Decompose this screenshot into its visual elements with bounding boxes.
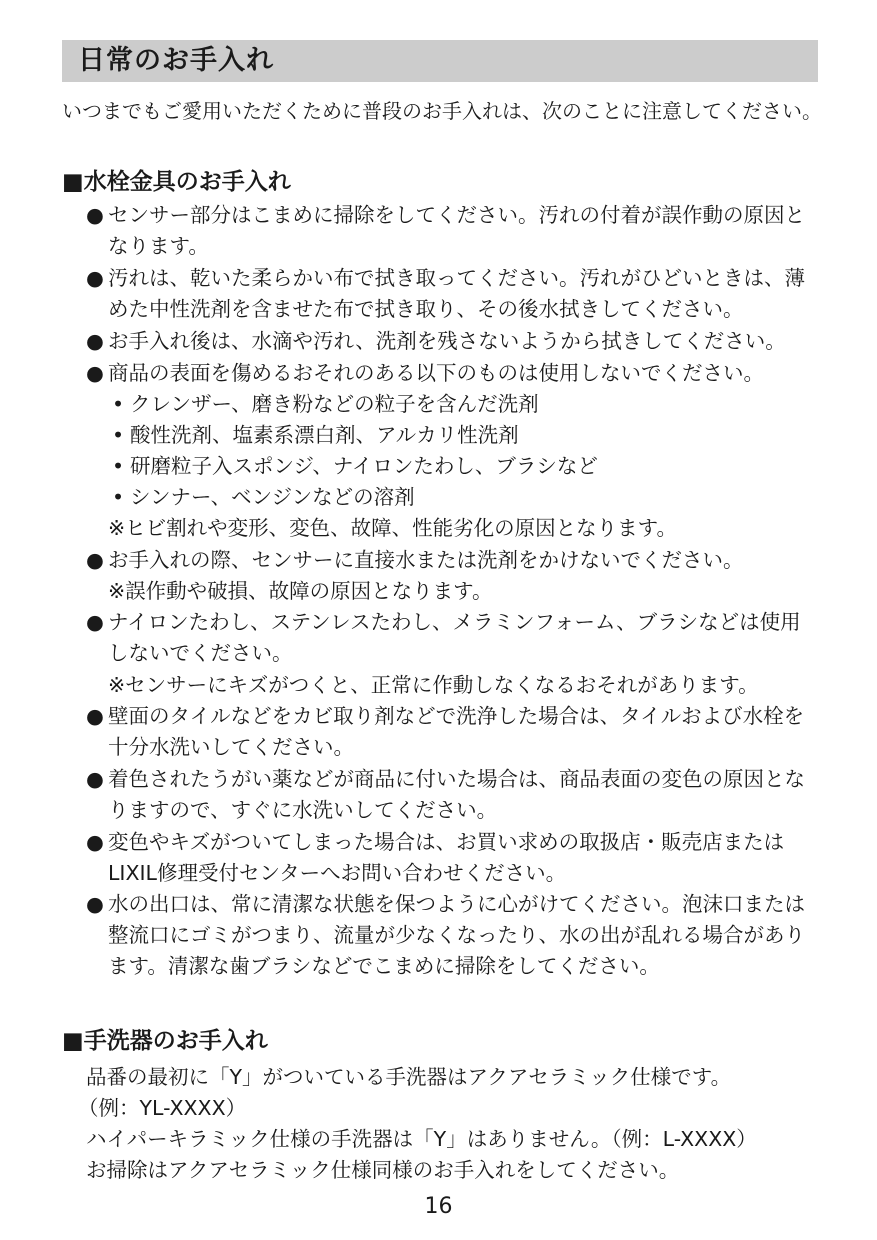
list-item-text: センサー部分はこまめに掃除をしてください。汚れの付着が誤作動の原因となります。 [108,203,805,258]
sub-item-text: シンナー、ベンジンなどの溶剤 [130,485,415,509]
sub-item-text: 酸性洗剤、塩素系漂白剤、アルカリ性洗剤 [130,423,519,447]
bullet-mark: ● [86,704,104,728]
list-item [86,358,821,389]
sub-dot: • [112,454,125,478]
paragraph: ハイパーキラミック仕様の手洗器は「Y」はありません。（例：L-XXXX） [86,1127,757,1151]
note-text: ※誤作動や破損、故障の原因となります。 [108,579,493,603]
list-item-text: 変色やキズがついてしまった場合は、お買い求めの取扱店・販売店またはLIXIL修理受付センターへお問い合わせください。 [108,830,785,885]
sub-dot: • [112,485,125,509]
note-text: ※ヒビ割れや変形、変色、故障、性能劣化の原因となります。 [108,516,678,540]
paragraph: お掃除はアクアセラミック仕様同様のお手入れをしてください。 [86,1158,680,1182]
section-title-basin: ■手洗器のお手入れ [62,1028,268,1054]
bullet-mark: ● [86,548,104,572]
section-title-faucet: ■水栓金具のお手入れ [62,169,291,195]
sub-dot: • [112,392,125,416]
note-text: ※センサーにキズがつくと、正常に作動しなくなるおそれがあります。 [108,673,759,697]
list-item-text: お手入れの際、センサーに直接水または洗剤をかけないでください。 [108,548,744,572]
list-item [86,889,821,982]
list-item-text: 壁面のタイルなどをカビ取り剤などで洗浄した場合は、タイルおよび水栓を十分水洗いしてください。 [108,704,805,759]
list-item [86,701,821,763]
list-item [86,326,821,357]
list-item [86,607,821,669]
sub-item [112,451,598,482]
list-item-text: 商品の表面を傷めるおそれのある以下のものは使用しないでください。 [108,361,764,385]
list-item-text: ナイロンたわし、ステンレスたわし、メラミンフォーム、ブラシなどは使用しないでください。 [108,610,801,665]
bullet-mark: ● [86,361,104,385]
list-item [86,545,821,576]
bullet-mark: ● [86,203,104,227]
list-item [86,764,821,826]
bullet-mark: ● [86,329,104,353]
paragraph: 品番の最初に「Y」がついている手洗器はアクアセラミック仕様です。 [86,1065,732,1089]
list-item-text: 着色されたうがい薬などが商品に付いた場合は、商品表面の変色の原因となりますので、すぐに水洗いしてください。 [108,767,805,822]
intro-text: いつまでもご愛用いただくために普段のお手入れは、次のことに注意してください。 [62,99,822,123]
bullet-mark: ● [86,892,104,916]
bullet-mark: ● [86,830,104,854]
bullet-mark: ● [86,767,104,791]
paragraph: （例：YL-XXXX） [78,1096,247,1120]
bullet-mark: ● [86,610,104,634]
list-item-text: お手入れ後は、水滴や汚れ、洗剤を残さないようから拭きしてください。 [108,329,786,353]
list-item-text: 水の出口は、常に清潔な状態を保つように心がけてください。泡沫口または整流口にゴミがつまり、流量が少なくなったり、水の出が乱れる場合があります。清潔な歯ブラシなどでこまめに掃除をしてください。 [108,892,805,978]
sub-item-text: クレンザー、磨き粉などの粒子を含んだ洗剤 [130,392,539,416]
page-number: 16 [424,1194,453,1219]
sub-item-text: 研磨粒子入スポンジ、ナイロンたわし、ブラシなど [130,454,598,478]
sub-item [112,389,539,420]
sub-item [112,482,415,513]
list-item [86,263,821,325]
list-item-text: 汚れは、乾いた柔らかい布で拭き取ってください。汚れがひどいときは、薄めた中性洗剤を含ませた布で拭き取り、その後水拭きしてください。 [108,266,805,321]
page-title: 日常のお手入れ [78,45,274,76]
sub-item [112,420,519,451]
bullet-mark: ● [86,266,104,290]
sub-dot: • [112,423,125,447]
list-item [86,827,821,889]
list-item [86,200,821,262]
